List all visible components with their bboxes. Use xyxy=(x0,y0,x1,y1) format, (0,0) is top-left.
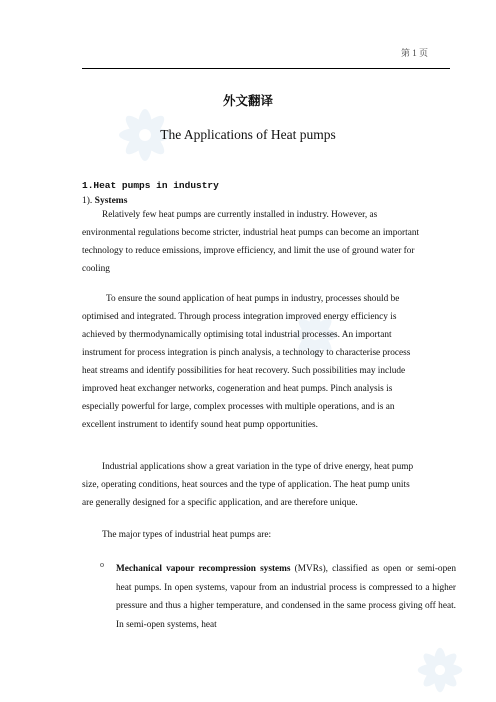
paragraph-line: achieved by thermodynamically optimising total industrial processes. An important xyxy=(82,330,392,340)
paragraph-line: optimised and integrated. Through process integration improved energy efficiency is xyxy=(82,312,397,322)
paragraph-3 xyxy=(82,458,452,512)
paragraph-line: Industrial applications show a great variation in the type of drive energy, heat pump xyxy=(102,462,414,472)
paragraph-line: The major types of industrial heat pumps are: xyxy=(102,530,272,540)
paragraph-line: especially powerful for large, complex processes with multiple operations, and is an xyxy=(82,402,395,412)
page-header xyxy=(82,40,450,69)
watermark-flower-icon xyxy=(410,640,470,700)
list-item-text xyxy=(116,560,456,634)
paragraph-line: improved heat exchanger networks, cogeneration and heat pumps. Pinch analysis is xyxy=(82,384,393,394)
paragraph-1 xyxy=(82,206,452,278)
list-item-term: Mechanical vapour recompression systems xyxy=(116,564,291,574)
paragraph-line: are generally designed for a specific application, and are therefore unique. xyxy=(82,498,358,508)
paragraph-line: excellent instrument to identify sound heat pump opportunities. xyxy=(82,420,318,430)
paragraph-4 xyxy=(82,526,452,544)
document-subtitle: The Applications of Heat pumps xyxy=(160,127,336,142)
subsection-title: Systems xyxy=(94,196,128,206)
list-item-description: (MVRs), classified as open or semi-open heat pumps. In open systems, vapour from an industrial process is compressed to a higher pressure and thus a higher temperature, and condensed in the same process giving off heat. In semi-open systems, heat xyxy=(116,564,456,630)
section-heading xyxy=(82,180,219,191)
paragraph-2 xyxy=(82,290,452,434)
subsection-heading xyxy=(82,196,127,206)
page-number: 第 1 页 xyxy=(400,48,428,58)
bullet-icon: o xyxy=(100,560,104,569)
paragraph-line: environmental regulations become stricter, industrial heat pumps can become an important xyxy=(82,228,420,238)
paragraph-line: cooling xyxy=(82,264,110,274)
section-title: Heat pumps in industry xyxy=(93,180,219,191)
paragraph-line: To ensure the sound application of heat pumps in industry, processes should be xyxy=(106,294,400,304)
subsection-number: 1). xyxy=(82,196,95,206)
paragraph-line: size, operating conditions, heat sources and the type of application. The heat pump units xyxy=(82,480,410,490)
paragraph-line: technology to reduce emissions, improve efficiency, and limit the use of ground water for xyxy=(82,246,415,256)
paragraph-line: instrument for process integration is pinch analysis, a technology to characterise process xyxy=(82,348,411,358)
paragraph-line: heat streams and identify possibilities for heat recovery. Such possibilities may include xyxy=(82,366,406,376)
section-number: 1. xyxy=(82,180,94,191)
document-title: 外文翻译 xyxy=(222,93,273,108)
paragraph-line: Relatively few heat pumps are currently installed in industry. However, as xyxy=(102,210,378,220)
